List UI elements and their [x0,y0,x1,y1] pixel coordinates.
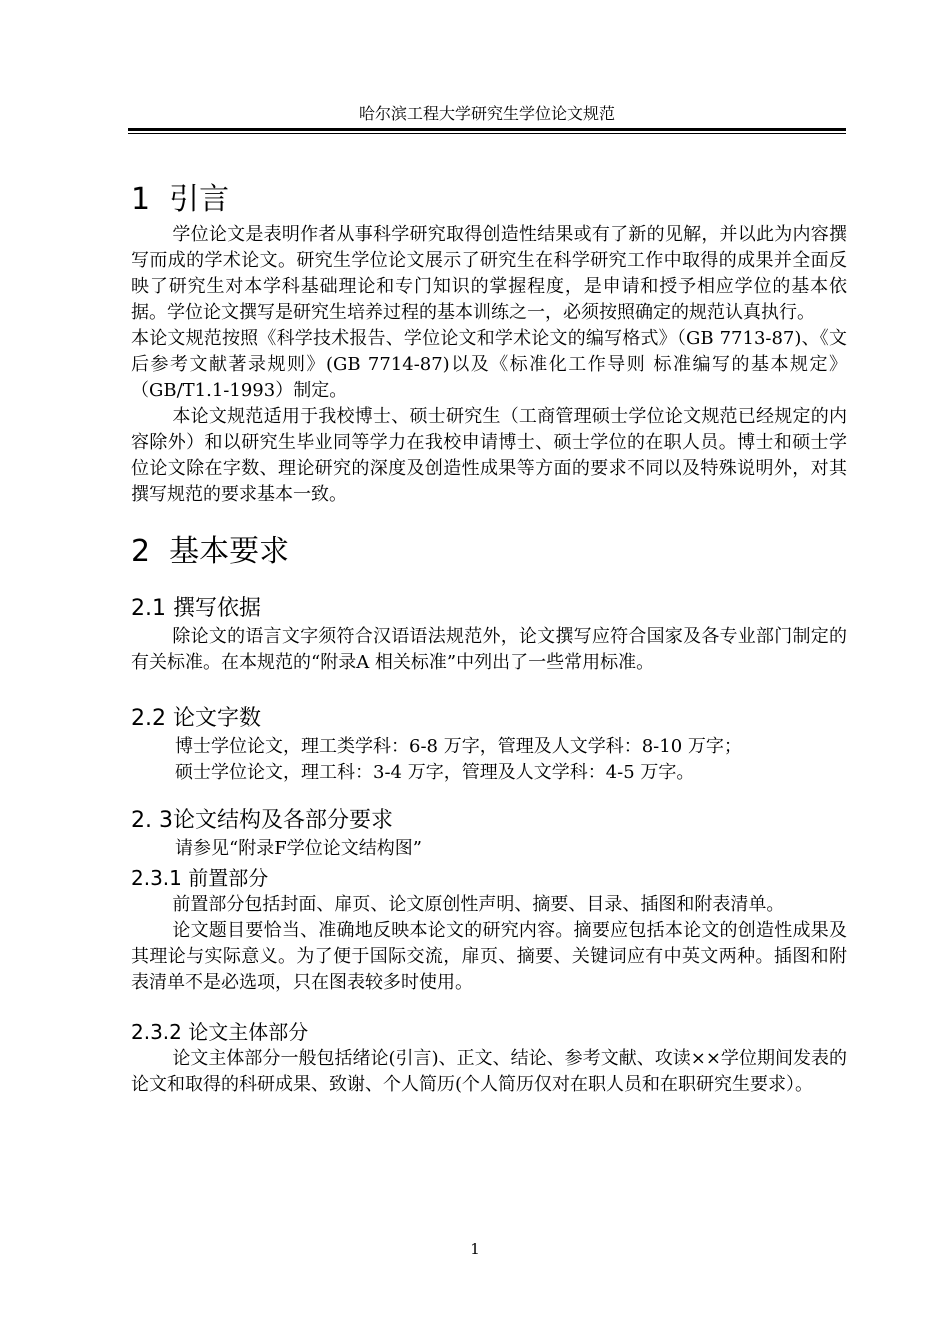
section-1-paragraph-1: 学位论文是表明作者从事科学研究取得创造性结果或有了新的见解，并以此为内容撰写而成的学术论文。研究生学位论文展示了研究生在科学研究工作中取得的成果并全面反映了研究生对本学科基础理论和专门知识的掌握程度，是申请和授予相应学位的基本依据。学位论文撰写是研究生培养过程的基本训练之一，必须按照确定的规范认真执行。 [131,224,847,323]
section-2-2-heading: 2.2 论文字数 [131,706,261,731]
section-2-3-2-heading: 2.3.2 论文主体部分 [131,1020,309,1044]
section-2-3-heading: 2. 3论文结构及各部分要求 [131,808,393,833]
section-1-heading: 1 引言 [131,182,230,217]
header-rule-thin [128,133,846,134]
section-2-3-paragraph: 请参见“附录F学位论文结构图” [175,838,422,859]
section-2-3-1-heading: 2.3.1 前置部分 [131,866,269,890]
header-rule-thick [128,128,846,131]
word-count-masters: 硕士学位论文，理工科：3-4 万字，管理及人文学科：4-5 万字。 [175,762,695,783]
section-2-3-1-paragraph-1: 前置部分包括封面、扉页、论文原创性声明、摘要、目录、插图和附表清单。 [172,894,785,915]
section-2-3-2-paragraph: 论文主体部分一般包括绪论(引言)、正文、结论、参考文献、攻读××学位期间发表的论文和取得的科研成果、致谢、个人简历(个人简历仅对在职人员和在职研究生要求）。 [131,1048,847,1095]
page-number: 1 [470,1240,480,1258]
word-count-doctoral: 博士学位论文，理工类学科：6-8 万字，管理及人文学科：8-10 万字； [175,736,742,757]
section-1-paragraph-3: 本论文规范适用于我校博士、硕士研究生（工商管理硕士学位论文规范已经规定的内容除外）和以研究生毕业同等学力在我校申请博士、硕士学位的在职人员。博士和硕士学位论文除在字数、理论研究的深度及创造性成果等方面的要求不同以及特殊说明外，对其撰写规范的要求基本一致。 [131,406,847,505]
page-content [131,178,847,1098]
section-1-paragraph-2: 本论文规范按照《科学技术报告、学位论文和学术论文的编写格式》（GB 7713-87)、《文后参考文献著录规则》(GB 7714-87)以及《标准化工作导则 标准编写的基本规定》（GB/T1.1-1993）制定。 [131,328,847,401]
section-2-1-paragraph: 除论文的语言文字须符合汉语语法规范外，论文撰写应符合国家及各专业部门制定的有关标准。在本规范的“附录A 相关标准”中列出了一些常用标准。 [131,626,847,673]
section-2-heading: 2 基本要求 [131,534,290,569]
section-2-1-heading: 2.1 撰写依据 [131,596,261,621]
running-header: 哈尔滨工程大学研究生学位论文规范 [358,104,615,123]
section-2-3-1-paragraph-2: 论文题目要恰当、准确地反映本论文的研究内容。摘要应包括本论文的创造性成果及其理论与实际意义。为了便于国际交流，扉页、摘要、关键词应有中英文两种。插图和附表清单不是必选项，只在图表较多时使用。 [131,920,847,993]
